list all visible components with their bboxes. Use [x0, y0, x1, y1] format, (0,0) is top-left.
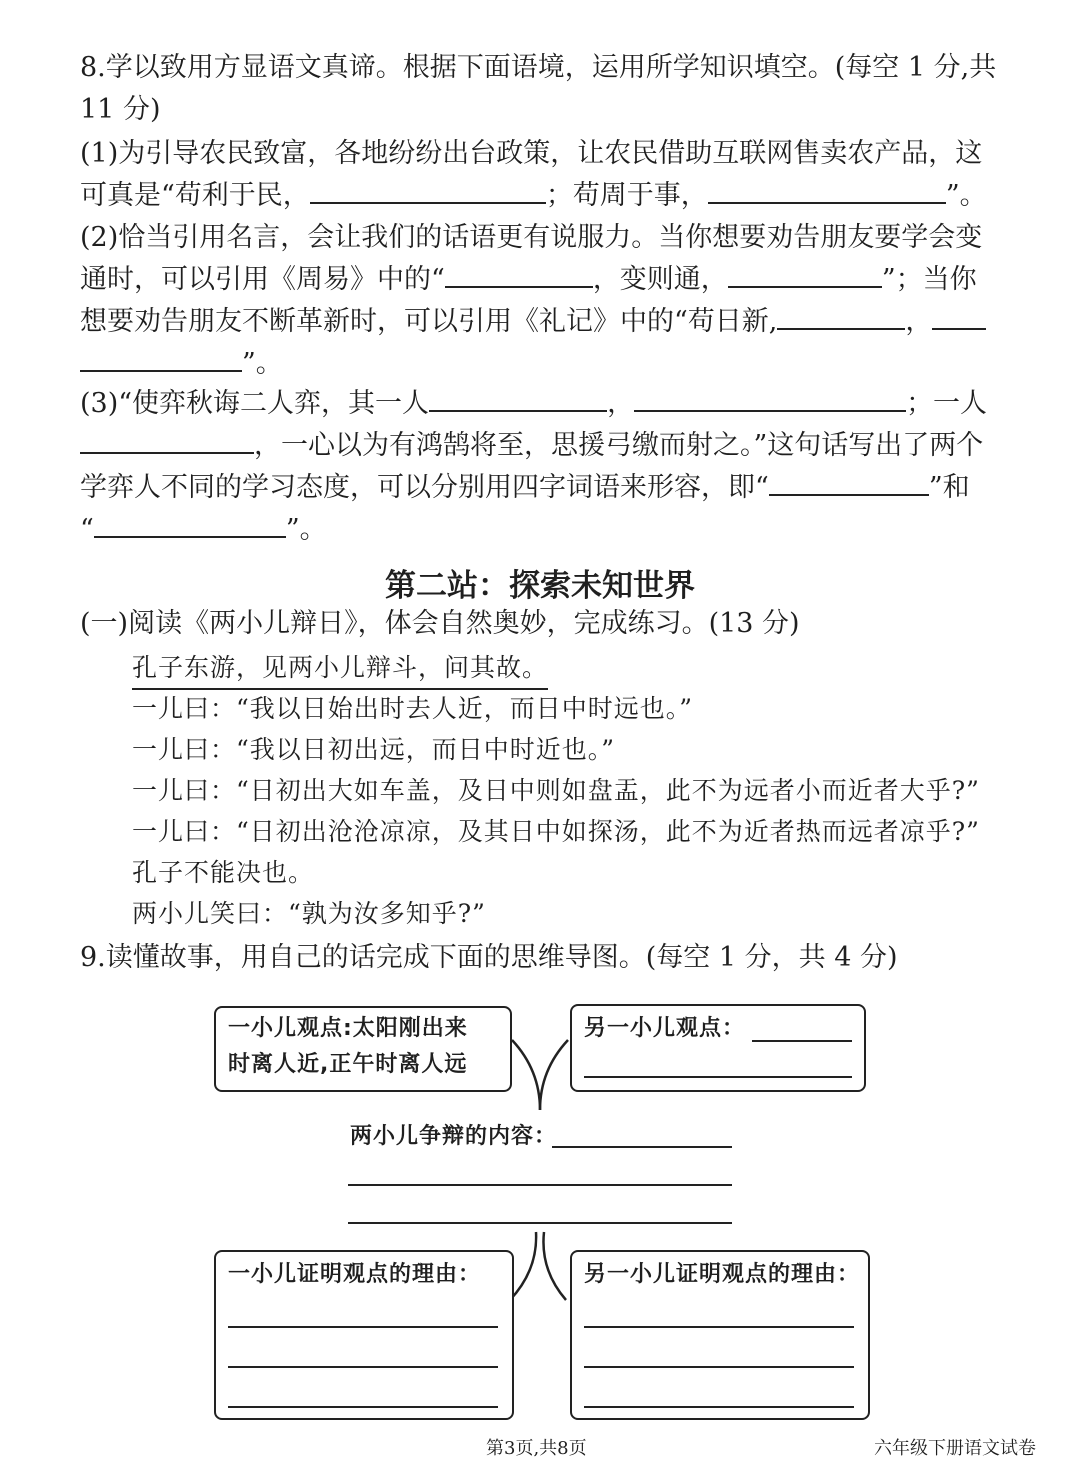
- q8-p2-text-b: ，变则通，: [592, 264, 728, 295]
- q8-p3-text-g: “: [80, 514, 94, 545]
- answer-line[interactable]: [228, 1366, 498, 1368]
- reading-line: 一儿曰：“我以日始出时去人近，而日中时远也。”: [132, 694, 694, 723]
- q8-p2-text-e: ，: [905, 306, 933, 337]
- box4-label: 另一小儿证明观点的理由：: [584, 1262, 861, 1287]
- box2-label: 另一小儿观点：: [584, 1016, 746, 1041]
- q8-p3-text-d: ，一心以为有鸿鹄将至，思援弓缴而射之。”这句话写出了两个: [254, 430, 984, 461]
- q8-p2-line1: (2)恰当引用名言，会让我们的话语更有说服力。当你想要劝告朋友要学会变: [80, 222, 983, 253]
- connector-curve: [540, 1040, 568, 1110]
- reading-line: 一儿曰：“我以日初出远，而日中时近也。”: [132, 735, 616, 764]
- reading-line: 一儿曰：“日初出沧沧凉凉，及其日中如探汤，此不为近者热而远者凉乎?”: [132, 817, 980, 846]
- answer-line[interactable]: [584, 1406, 854, 1408]
- center-label: 两小儿争辩的内容：: [350, 1124, 558, 1149]
- reading-intro: (一)阅读《两小儿辩日》，体会自然奥妙，完成练习。(13 分): [80, 608, 800, 639]
- reading-line: 一儿曰：“日初出大如车盖，及日中则如盘盂，此不为远者小而近者大乎?”: [132, 776, 980, 805]
- q8-p3-text-e: 学弈人不同的学习态度，可以分别用四字词语来形容，即“: [80, 472, 769, 503]
- answer-line[interactable]: [228, 1406, 498, 1408]
- q8-p2-text-a: 通时，可以引用《周易》中的“: [80, 264, 445, 295]
- q8-p3-text-f: ”和: [928, 472, 970, 503]
- answer-line[interactable]: [348, 1184, 732, 1186]
- q8-p2-text-f: ”。: [242, 348, 283, 379]
- q8-p3-text-b: ，: [607, 388, 635, 419]
- connector-curve: [512, 1040, 540, 1110]
- box1-line1: 一小儿观点:太阳刚出来: [228, 1016, 468, 1041]
- exam-name: 六年级下册语文试卷: [874, 1438, 1036, 1459]
- section-title: 第二站：探索未知世界: [385, 568, 695, 604]
- page-number: 第3页,共8页: [486, 1438, 587, 1459]
- answer-line[interactable]: [552, 1146, 732, 1148]
- answer-line[interactable]: [228, 1326, 498, 1328]
- q8-p1-text-c: ”。: [945, 180, 987, 211]
- answer-line[interactable]: [584, 1076, 852, 1078]
- q8-p3-text-h: ”。: [285, 514, 327, 545]
- q8-p2-text-d: 想要劝告朋友不断革新时，可以引用《礼记》中的“苟日新,: [80, 306, 778, 337]
- box1-line2: 时离人近,正午时离人远: [228, 1052, 468, 1077]
- answer-line[interactable]: [584, 1366, 854, 1368]
- q8-p1-text-a: 可真是“苟利于民，: [80, 180, 310, 211]
- q8-p1-text-b: ；苟周于事，: [545, 180, 708, 211]
- reading-line: 孔子东游，见两小儿辩斗，问其故。: [132, 650, 548, 690]
- q9-prompt: 9.读懂故事，用自己的话完成下面的思维导图。(每空 1 分，共 4 分): [80, 942, 898, 973]
- answer-line[interactable]: [752, 1040, 852, 1042]
- q8-line2: 11 分): [80, 94, 161, 125]
- q8-line1: 8.学以致用方显语文真谛。根据下面语境，运用所学知识填空。(每空 1 分,共: [80, 52, 997, 83]
- q8-p3-text-a: (3)“使弈秋诲二人弈，其一人: [80, 388, 430, 419]
- answer-line[interactable]: [348, 1222, 732, 1224]
- q8-p1-line1: (1)为引导农民致富，各地纷纷出台政策，让农民借助互联网售卖农产品，这: [80, 138, 983, 169]
- connector-curve: [543, 1232, 566, 1300]
- reading-line: 孔子不能决也。: [132, 858, 315, 887]
- box3-label: 一小儿证明观点的理由：: [228, 1262, 482, 1287]
- reading-line: 两小儿笑曰：“孰为汝多知乎?”: [132, 899, 486, 928]
- answer-line[interactable]: [584, 1326, 854, 1328]
- q8-p3-text-c: ；一人: [906, 388, 988, 419]
- q8-p2-text-c: ”；当你: [881, 264, 977, 295]
